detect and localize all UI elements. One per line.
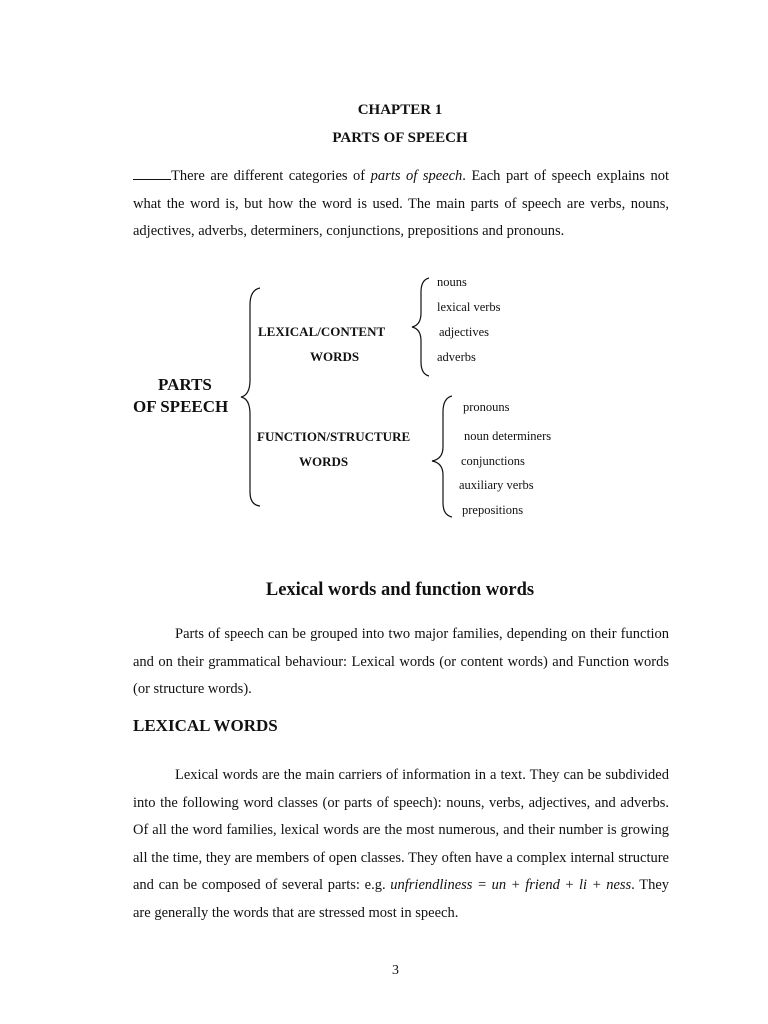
function-item: conjunctions bbox=[461, 454, 525, 468]
page-number: 3 bbox=[392, 963, 399, 978]
function-item: auxiliary verbs bbox=[459, 478, 534, 492]
root-label-line1: PARTS bbox=[158, 375, 212, 394]
function-item: noun determiners bbox=[464, 429, 552, 443]
lexical-words-paragraph: Lexical words are the main carriers of information in a text. They can be subdivided into the following word classes (or parts of speech): nouns, verbs, adjectives, and adverbs. Of all the word families, lexical words are the most numerous, and their number is growing all the time, they are members of open classes. They often have a complex internal structure and can be composed of several parts: e.g. unfriendliness = un + friend + li + ness. They are generally the words that are stressed most in speech. bbox=[133, 767, 670, 921]
lexical-words-heading: LEXICAL WORDS bbox=[133, 716, 278, 735]
families-paragraph: Parts of speech can be grouped into two major families, depending on their function and on their grammatical behaviour: Lexical words (or content words) and Function words (or structure words). bbox=[133, 626, 669, 697]
root-brace bbox=[241, 288, 260, 506]
function-item: pronouns bbox=[463, 400, 510, 414]
lexical-item: adverbs bbox=[437, 350, 476, 364]
function-label-line1: FUNCTION/STRUCTURE bbox=[257, 429, 411, 444]
lexical-brace bbox=[412, 278, 429, 376]
root-label-line2: OF SPEECH bbox=[133, 397, 229, 416]
lexical-item: adjectives bbox=[439, 325, 489, 339]
lexical-item: lexical verbs bbox=[437, 300, 501, 314]
lexical-item: nouns bbox=[437, 275, 467, 289]
section-heading: Lexical words and function words bbox=[265, 580, 535, 600]
function-label-line2: WORDS bbox=[299, 454, 349, 469]
function-item: prepositions bbox=[462, 503, 524, 517]
chapter-title: PARTS OF SPEECH bbox=[332, 130, 468, 146]
lexical-label-line1: LEXICAL/CONTENT bbox=[258, 324, 386, 339]
function-brace bbox=[432, 396, 452, 517]
chapter-number: CHAPTER 1 bbox=[357, 102, 443, 118]
lexical-label-line2: WORDS bbox=[310, 349, 360, 364]
intro-paragraph: There are different categories of parts of speech. Each part of speech explains not what the word is, but how the word is used. The main parts of speech are verbs, nouns, adjectives, adverbs, determiners, conjunctions, prepositions and pronouns. bbox=[133, 168, 669, 239]
